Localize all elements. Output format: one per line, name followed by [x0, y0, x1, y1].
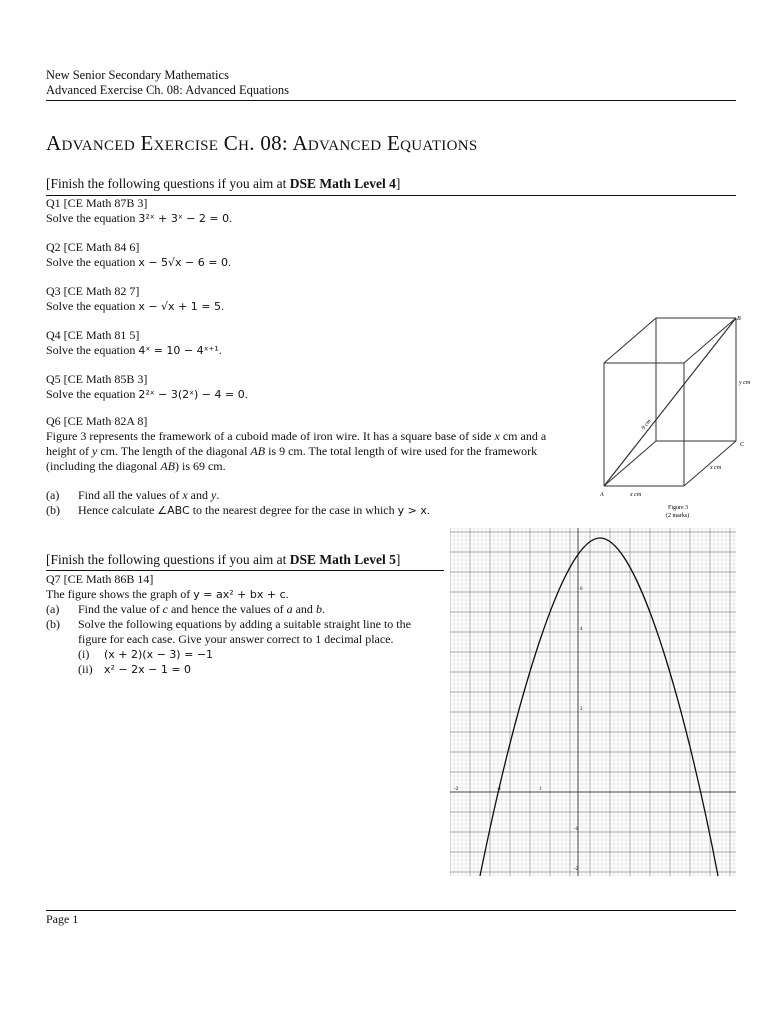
q1 [46, 196, 576, 226]
q6-line1: Figure 3 represents the framework of a cuboid made of iron wire. It has a square base of side x cm and a [46, 429, 547, 443]
header-course: New Senior Secondary Mathematics [46, 68, 229, 82]
section-level4-heading: [Finish the following questions if you aim at DSE Math Level 4] [46, 176, 401, 191]
footer-rule [46, 910, 736, 911]
q3 [46, 284, 576, 314]
header-rule [46, 100, 736, 101]
figure3-label-c: C [740, 442, 745, 448]
figure3-label-x-front: x cm [630, 492, 642, 498]
q3-equation: x − √x + 1 = 5 [138, 300, 221, 313]
q5 [46, 372, 576, 402]
q6-part-b: (b) Hence calculate ∠ABC to the nearest degree for the case in which y > x. [46, 503, 430, 517]
q5-text: Solve the equation 2²ˣ − 3(2ˣ) − 4 = 0. [46, 387, 248, 401]
figure3-label-a: A [600, 492, 604, 498]
q4-equation: 4ˣ = 10 − 4ˣ⁺¹ [138, 344, 219, 357]
y-tick-4: 4 [580, 627, 583, 632]
q4-text: Solve the equation 4ˣ = 10 − 4ˣ⁺¹. [46, 343, 222, 357]
q1-equation: 3²ˣ + 3ˣ − 2 = 0 [138, 212, 230, 225]
figure3-label-x-side: x cm [710, 465, 722, 471]
page-number: Page 1 [46, 912, 79, 926]
y-tick-6: 6 [580, 587, 583, 592]
q4 [46, 328, 576, 358]
y-tick-2: 2 [580, 707, 583, 712]
q7-ref: Q7 [CE Math 86B 14] [46, 572, 154, 586]
q3-text: Solve the equation x − √x + 1 = 5. [46, 299, 224, 313]
q6-ref: Q6 [CE Math 82A 8] [46, 414, 148, 428]
section-level5-rule [46, 570, 444, 571]
q2-ref: Q2 [CE Math 84 6] [46, 240, 140, 254]
q2 [46, 240, 576, 270]
q2-equation: x − 5√x − 6 = 0 [138, 256, 228, 269]
q5-ref: Q5 [CE Math 85B 3] [46, 372, 148, 386]
x-tick-minus1: -1 [497, 787, 502, 792]
q7 [46, 572, 446, 677]
q7-part-a: (a) Find the value of c and hence the values of a and b. [46, 602, 325, 616]
q7-part-b-ii: (ii) x² − 2x − 1 = 0 [78, 662, 192, 676]
q6-line3: (including the diagonal AB) is 69 cm. [46, 459, 226, 473]
q1-text: Solve the equation 3²ˣ + 3ˣ − 2 = 0. [46, 211, 233, 225]
q6-line2: height of y cm. The length of the diagonal AB is 9 cm. The total length of wire used for the framework [46, 444, 538, 458]
figure3-caption: Figure 3 [668, 505, 689, 511]
figure3-label-b: B [737, 316, 741, 322]
header-chapter: Advanced Exercise Ch. 08: Advanced Equations [46, 83, 289, 97]
y-tick-minus1: -1 [574, 827, 579, 832]
parabola-graph [450, 528, 736, 876]
figure3-label-y: y cm [739, 380, 751, 386]
q1-ref: Q1 [CE Math 87B 3] [46, 196, 148, 210]
section-level5-heading: [Finish the following questions if you aim at DSE Math Level 5] [46, 552, 401, 567]
figure3-marks: (2 marks) [666, 513, 690, 519]
q5-equation: 2²ˣ − 3(2ˣ) − 4 = 0 [138, 388, 245, 401]
q7-part-b-i: (i) (x + 2)(x − 3) = −1 [78, 647, 214, 661]
q7-part-b-line2: figure for each case. Give your answer correct to 1 decimal place. [78, 632, 394, 646]
y-tick-minus2: -2 [574, 867, 579, 872]
figure3-label-diagonal: 9 cm [640, 418, 653, 432]
q7-intro: The figure shows the graph of y = ax² + bx + c. [46, 587, 289, 601]
q4-ref: Q4 [CE Math 81 5] [46, 328, 140, 342]
q3-ref: Q3 [CE Math 82 7] [46, 284, 140, 298]
q2-text: Solve the equation x − 5√x − 6 = 0. [46, 255, 231, 269]
figure3-cuboid [596, 306, 768, 526]
q6-part-a: (a) Find all the values of x and y. [46, 488, 220, 502]
page-title: Advanced Exercise Ch. 08: Advanced Equations [46, 131, 478, 155]
x-tick-minus2: -2 [454, 787, 459, 792]
q6 [46, 414, 586, 518]
x-tick-1: 1 [539, 787, 542, 792]
q7-part-b-line1: (b) Solve the following equations by adding a suitable straight line to the [46, 617, 411, 631]
